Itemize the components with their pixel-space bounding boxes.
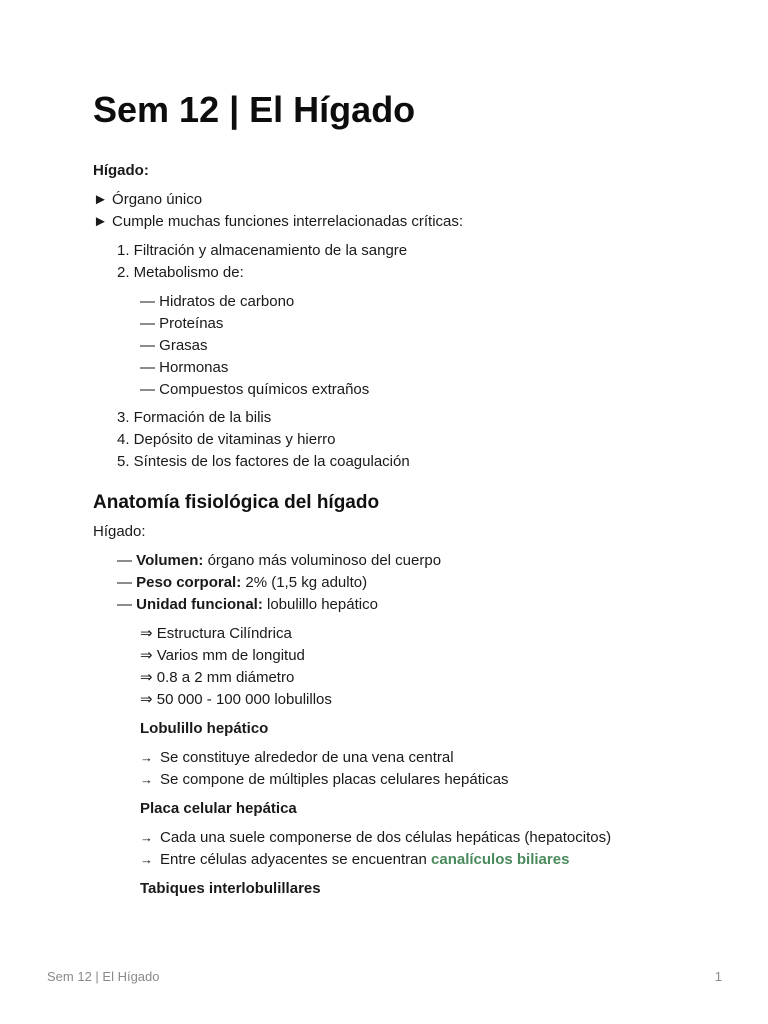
arrow-bullet-icon: ► (93, 213, 108, 230)
property-item (117, 573, 367, 593)
list-item (140, 668, 294, 688)
list-item-text: Hidratos de carbono (159, 293, 295, 310)
implies-arrow-icon: ⇒ (140, 691, 153, 708)
list-item-text: 0.8 a 2 mm diámetro (156, 669, 295, 686)
list-item (140, 314, 223, 334)
right-arrow-icon: → (140, 830, 153, 845)
numbered-item: 1. Filtración y almacenamiento de la sangre (117, 242, 408, 259)
highlight-term: canalículos biliares (431, 851, 570, 868)
dash-bullet-icon: — (117, 552, 132, 569)
list-item-text: Cada una suele componerse de dos células hepáticas (hepatocitos) (160, 829, 612, 846)
dash-bullet-icon: — (140, 293, 155, 310)
section-heading-anatomia: Anatomía fisiológica del hígado (93, 492, 380, 513)
property-item (117, 551, 441, 571)
subheading-placa: Placa celular hepática (140, 800, 297, 817)
list-item (140, 292, 294, 312)
list-item (140, 336, 208, 356)
list-item-text: Cumple muchas funciones interrelacionadas críticas: (112, 213, 464, 230)
list-item-text: Se compone de múltiples placas celulares hepáticas (160, 771, 509, 788)
numbered-item: 2. Metabolismo de: (117, 264, 244, 281)
list-item (140, 690, 332, 710)
list-item-text: Se constituye alrededor de una vena central (160, 749, 454, 766)
section-heading-higado: Hígado: (93, 162, 149, 179)
list-item-text: Órgano único (112, 191, 203, 208)
list-item (140, 624, 292, 644)
list-item (93, 190, 202, 210)
list-item (140, 850, 569, 870)
right-arrow-icon: → (140, 750, 153, 765)
page-title: Sem 12 | El Hígado (93, 89, 416, 130)
numbered-item: 4. Depósito de vitaminas y hierro (117, 431, 336, 448)
list-item (140, 770, 509, 790)
list-item (140, 380, 369, 400)
implies-arrow-icon: ⇒ (140, 647, 153, 664)
list-item-text: Proteínas (159, 315, 224, 332)
list-item-text: Entre células adyacentes se encuentran (160, 851, 432, 868)
property-label: Peso corporal: (136, 574, 242, 591)
list-item (140, 828, 611, 848)
property-value: 2% (1,5 kg adulto) (241, 574, 368, 591)
list-item-text: 50 000 - 100 000 lobulillos (156, 691, 332, 708)
footer-title: Sem 12 | El Hígado (47, 969, 160, 984)
property-value: lobulillo hepático (262, 596, 378, 613)
dash-bullet-icon: — (117, 574, 132, 591)
dash-bullet-icon: — (140, 337, 155, 354)
right-arrow-icon: → (140, 772, 153, 787)
page-number: 1 (714, 969, 722, 984)
property-label: Volumen: (136, 552, 204, 569)
dash-bullet-icon: — (140, 315, 155, 332)
list-item-text: Grasas (159, 337, 208, 354)
arrow-bullet-icon: ► (93, 191, 108, 208)
list-item-text: Estructura Cilíndrica (156, 625, 292, 642)
implies-arrow-icon: ⇒ (140, 669, 153, 686)
section-intro: Hígado: (93, 523, 146, 540)
dash-bullet-icon: — (140, 359, 155, 376)
list-item-text: Compuestos químicos extraños (159, 381, 370, 398)
right-arrow-icon: → (140, 852, 153, 867)
list-item (93, 212, 463, 232)
property-item (117, 595, 378, 615)
dash-bullet-icon: — (140, 381, 155, 398)
implies-arrow-icon: ⇒ (140, 625, 153, 642)
property-label: Unidad funcional: (136, 596, 263, 613)
list-item (140, 748, 454, 768)
list-item (140, 646, 305, 666)
property-value: órgano más voluminoso del cuerpo (203, 552, 442, 569)
list-item-text: Varios mm de longitud (156, 647, 305, 664)
dash-bullet-icon: — (117, 596, 132, 613)
numbered-item: 5. Síntesis de los factores de la coagulación (117, 453, 410, 470)
list-item (140, 358, 228, 378)
numbered-item: 3. Formación de la bilis (117, 409, 272, 426)
subheading-lobulillo: Lobulillo hepático (140, 720, 269, 737)
list-item-text: Hormonas (159, 359, 229, 376)
subheading-tabiques: Tabiques interlobulillares (140, 880, 321, 897)
